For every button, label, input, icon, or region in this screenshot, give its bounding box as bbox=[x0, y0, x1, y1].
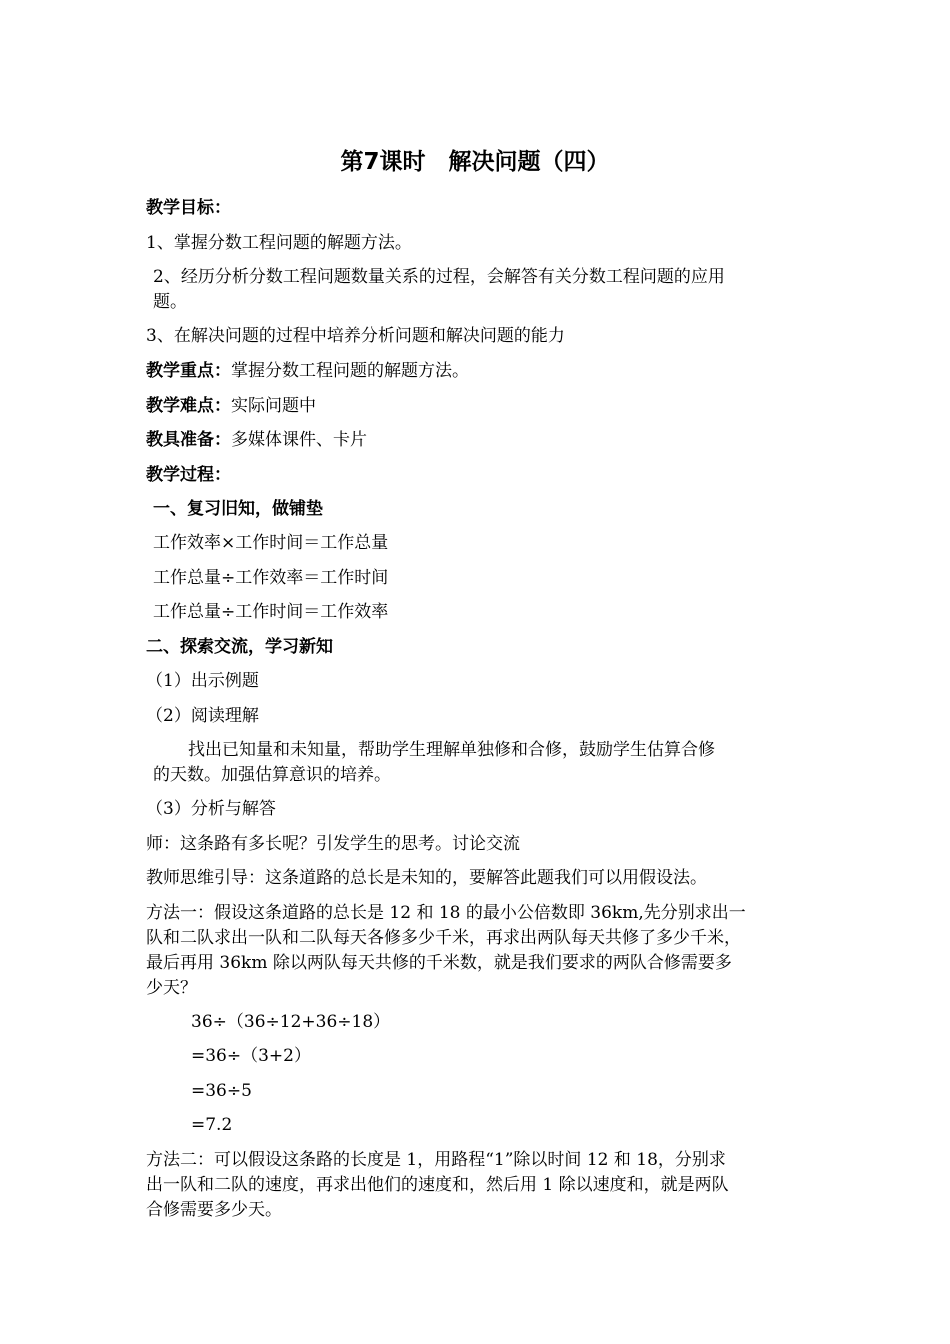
materials-line bbox=[146, 429, 367, 452]
method1-line-2: 队和二队求出一队和二队每天各修多少千米，再求出两队每天共修了多少千米， bbox=[146, 928, 741, 948]
key-point-label: 教学重点： bbox=[146, 361, 231, 381]
process-heading: 教学过程： bbox=[146, 465, 231, 485]
calc-step-4: =7.2 bbox=[191, 1115, 233, 1135]
page-title: 第7课时 解决问题（四） bbox=[340, 149, 610, 175]
step-2-paragraph-line-1: 找出已知量和未知量，帮助学生理解单独修和合修，鼓励学生估算合修 bbox=[188, 740, 715, 760]
goal-2: 2、经历分析分数工程问题数量关系的过程，会解答有关分数工程问题的应用 bbox=[153, 267, 725, 287]
formula-3: 工作总量÷工作时间＝工作效率 bbox=[153, 602, 389, 622]
key-point-line bbox=[146, 360, 469, 383]
section1-heading: 一、复习旧知，做铺垫 bbox=[153, 499, 323, 519]
step-3: （3）分析与解答 bbox=[146, 799, 276, 819]
method1-line-1: 方法一：假设这条道路的总长是 12 和 18 的最小公倍数即 36km,先分别求出一 bbox=[146, 903, 746, 923]
calc-step-3: =36÷5 bbox=[191, 1081, 252, 1101]
difficulty-label: 教学难点： bbox=[146, 396, 231, 416]
goal-2-continued: 题。 bbox=[153, 292, 187, 312]
materials-label: 教具准备： bbox=[146, 430, 231, 450]
method1-line-4: 少天？ bbox=[146, 978, 197, 998]
formula-2: 工作总量÷工作效率＝工作时间 bbox=[153, 568, 389, 588]
formula-1: 工作效率×工作时间＝工作总量 bbox=[153, 533, 389, 553]
key-point-text: 掌握分数工程问题的解题方法。 bbox=[231, 361, 469, 381]
guide-line: 教师思维引导：这条道路的总长是未知的，要解答此题我们可以用假设法。 bbox=[146, 868, 707, 888]
goals-heading: 教学目标： bbox=[146, 198, 231, 218]
materials-text: 多媒体课件、卡片 bbox=[231, 430, 367, 450]
method2-line-2: 出一队和二队的速度，再求出他们的速度和，然后用 1 除以速度和，就是两队 bbox=[146, 1175, 729, 1195]
teacher-line: 师：这条路有多长呢？引发学生的思考。讨论交流 bbox=[146, 834, 520, 854]
method1-line-3: 最后再用 36km 除以两队每天共修的千米数，就是我们要求的两队合修需要多 bbox=[146, 953, 732, 973]
difficulty-text: 实际问题中 bbox=[231, 396, 316, 416]
goal-1: 1、掌握分数工程问题的解题方法。 bbox=[146, 233, 412, 253]
calc-step-1: 36÷（36÷12+36÷18） bbox=[191, 1012, 391, 1032]
section2-heading: 二、探索交流，学习新知 bbox=[146, 637, 333, 657]
step-1: （1）出示例题 bbox=[146, 671, 259, 691]
step-2-paragraph-line-2: 的天数。加强估算意识的培养。 bbox=[153, 765, 391, 785]
method2-line-3: 合修需要多少天。 bbox=[146, 1200, 282, 1220]
method2-line-1: 方法二：可以假设这条路的长度是 1，用路程“1”除以时间 12 和 18，分别求 bbox=[146, 1150, 726, 1170]
goal-3: 3、在解决问题的过程中培养分析问题和解决问题的能力 bbox=[146, 326, 565, 346]
calc-step-2: =36÷（3+2） bbox=[191, 1046, 311, 1066]
difficulty-line bbox=[146, 395, 316, 418]
step-2: （2）阅读理解 bbox=[146, 706, 259, 726]
